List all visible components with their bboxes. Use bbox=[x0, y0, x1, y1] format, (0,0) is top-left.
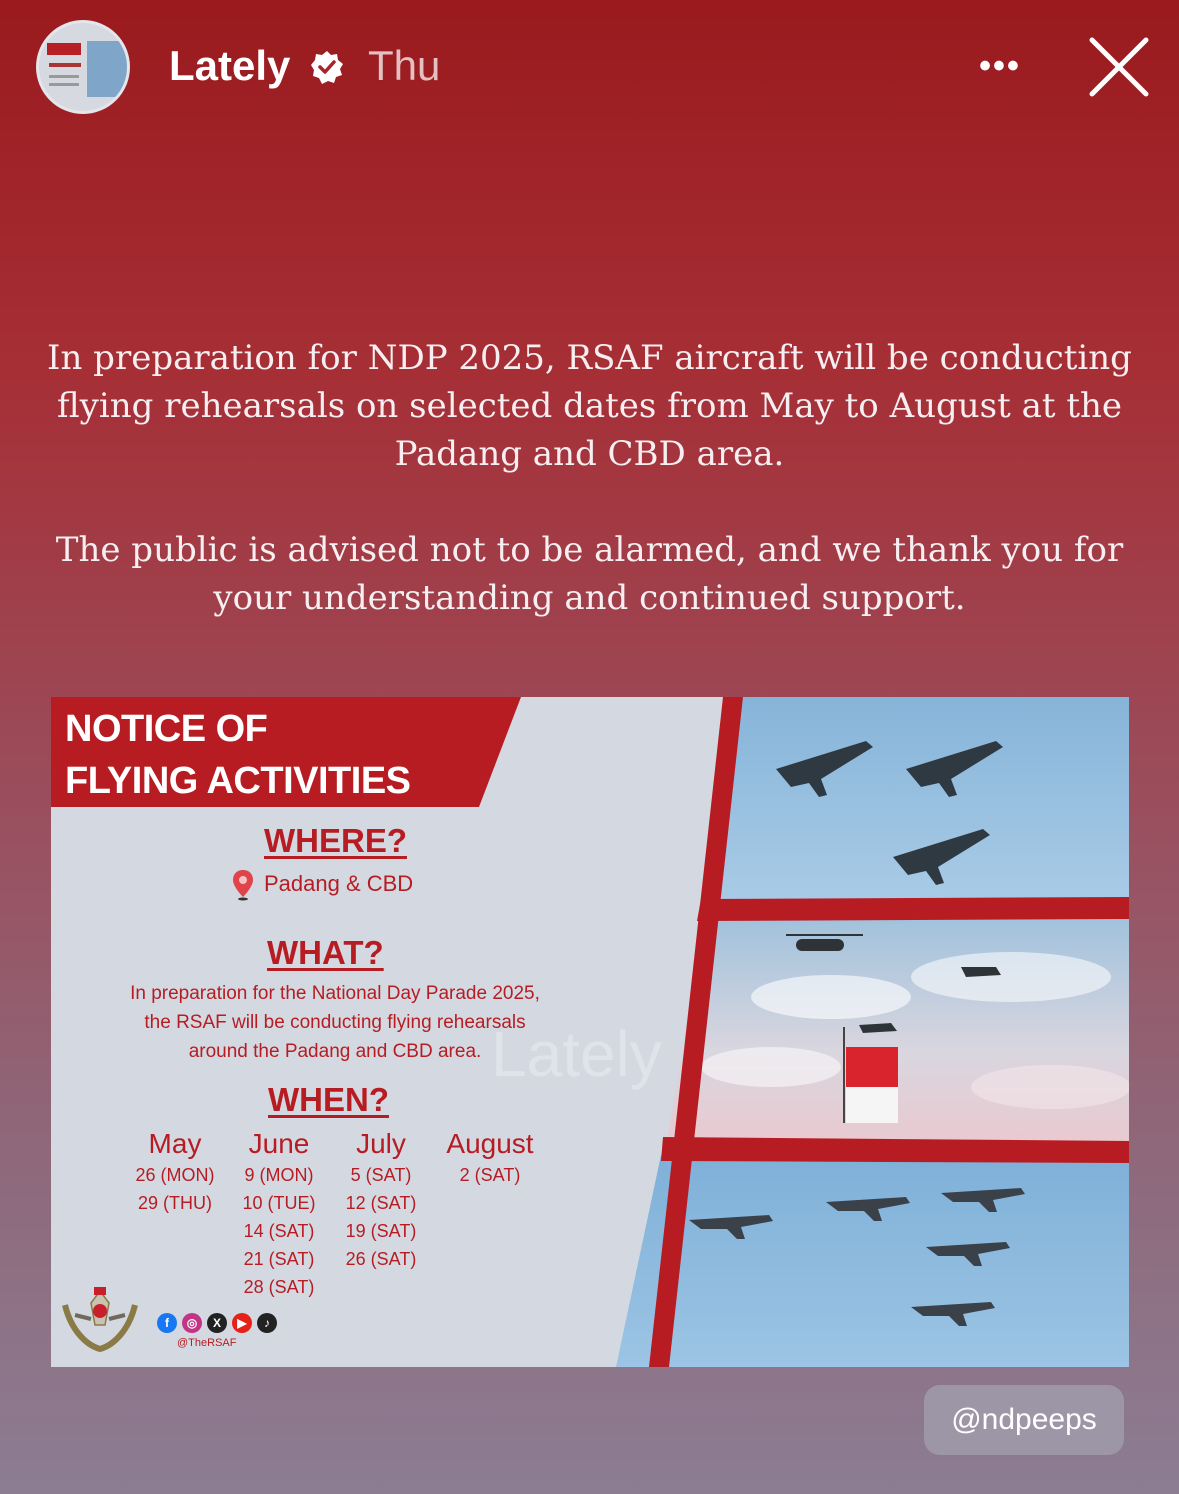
facebook-icon[interactable]: f bbox=[157, 1313, 177, 1333]
story-caption bbox=[40, 334, 1139, 622]
schedule-month: July bbox=[356, 1128, 406, 1159]
schedule-date: 9 (MON) bbox=[244, 1165, 314, 1185]
close-icon[interactable] bbox=[1088, 36, 1150, 98]
account-avatar[interactable] bbox=[36, 20, 130, 114]
schedule-date: 10 (TUE) bbox=[242, 1193, 316, 1213]
social-handle: @TheRSAF bbox=[177, 1337, 237, 1349]
schedule-date: 26 (MON) bbox=[135, 1165, 215, 1185]
tiktok-icon[interactable]: ♪ bbox=[257, 1313, 277, 1333]
schedule-date: 28 (SAT) bbox=[243, 1277, 315, 1297]
x-icon[interactable]: X bbox=[207, 1313, 227, 1333]
social-links bbox=[157, 1313, 287, 1335]
schedule-column-august bbox=[435, 1127, 545, 1189]
schedule-date: 21 (SAT) bbox=[243, 1249, 315, 1269]
location-pin-icon bbox=[231, 869, 255, 901]
more-options-button[interactable]: ••• bbox=[979, 47, 1021, 85]
youtube-icon[interactable]: ▶ bbox=[232, 1313, 252, 1333]
rsaf-crest-logo bbox=[61, 1285, 139, 1355]
schedule-date: 12 (SAT) bbox=[345, 1193, 417, 1213]
verified-badge-icon bbox=[310, 50, 344, 84]
schedule-date: 29 (THU) bbox=[137, 1193, 212, 1213]
caption-paragraph-1: In preparation for NDP 2025, RSAF aircraft will be conducting flying rehearsals on selected dates from May to August at the Padang and CBD area. bbox=[47, 338, 1132, 474]
schedule-date: 2 (SAT) bbox=[459, 1165, 521, 1185]
schedule-column-june bbox=[231, 1127, 327, 1301]
schedule-month: May bbox=[148, 1128, 202, 1159]
schedule-date: 5 (SAT) bbox=[350, 1165, 412, 1185]
notice-title-line-2: FLYING ACTIVITIES bbox=[65, 760, 411, 802]
notice-title-line-1: NOTICE OF bbox=[65, 708, 268, 750]
schedule-date: 14 (SAT) bbox=[243, 1221, 315, 1241]
schedule-column-may bbox=[127, 1127, 223, 1217]
what-heading: WHAT? bbox=[267, 934, 384, 971]
schedule-column-july bbox=[335, 1127, 427, 1273]
notice-poster bbox=[51, 697, 1129, 1367]
location-text: Padang & CBD bbox=[264, 871, 414, 896]
what-description: In preparation for the National Day Parade 2025, the RSAF will be conducting flying rehearsals around the Padang and CBD area. bbox=[130, 983, 540, 1062]
schedule-date: 19 (SAT) bbox=[345, 1221, 417, 1241]
account-name[interactable]: Lately bbox=[169, 42, 291, 89]
instagram-icon[interactable]: ◎ bbox=[182, 1313, 202, 1333]
where-heading: WHERE? bbox=[264, 822, 407, 859]
when-heading: WHEN? bbox=[268, 1081, 389, 1118]
story-header bbox=[0, 0, 1179, 140]
schedule-month: August bbox=[446, 1128, 534, 1159]
caption-paragraph-2: The public is advised not to be alarmed, and we thank you for your understanding and continued support. bbox=[55, 530, 1124, 618]
schedule-month: June bbox=[248, 1128, 310, 1159]
post-time: Thu bbox=[368, 42, 441, 89]
schedule-date: 26 (SAT) bbox=[345, 1249, 417, 1269]
notice-title bbox=[65, 703, 411, 807]
mention-sticker[interactable]: @ndpeeps bbox=[924, 1385, 1124, 1455]
watermark: Lately bbox=[491, 1018, 662, 1090]
